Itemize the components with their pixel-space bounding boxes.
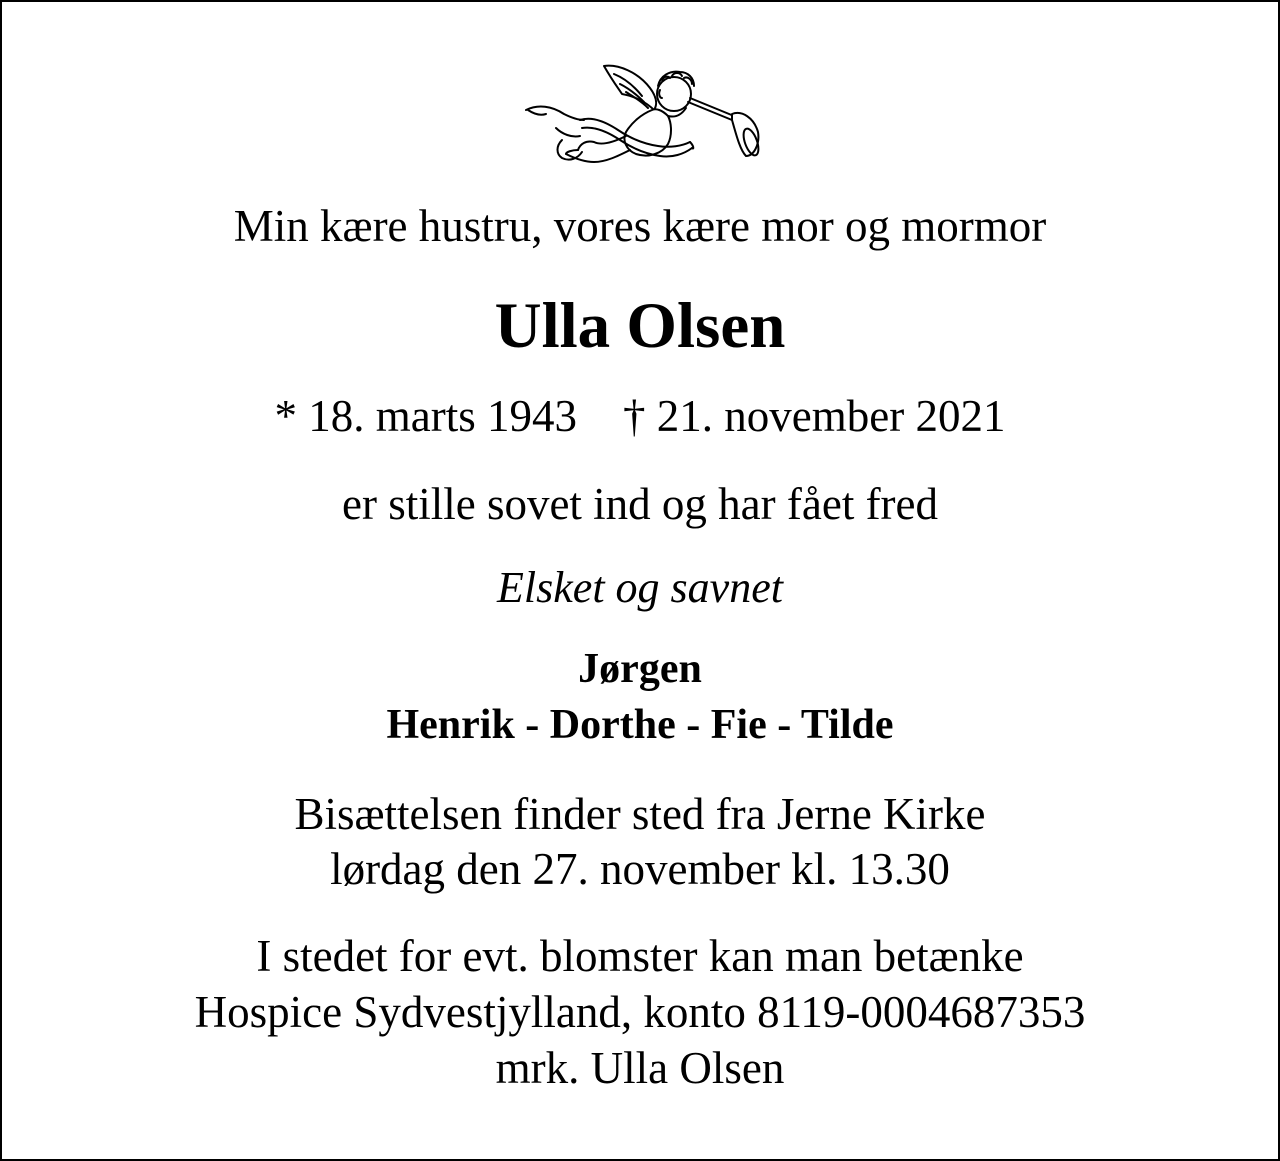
- death-date: † 21. november 2021: [623, 391, 1006, 441]
- service-line: lørdag den 27. november kl. 13.30: [330, 844, 950, 894]
- angel-with-trumpet-icon: [522, 58, 762, 176]
- loved-line: Elsket og savnet: [497, 563, 783, 612]
- donation-line: Hospice Sydvestjylland, konto 8119-0004687353: [194, 987, 1086, 1037]
- rest-line: er stille sovet ind og har fået fred: [341, 479, 939, 529]
- intro-line: Min kære hustru, vores kære mor og mormor: [233, 201, 1047, 251]
- family-line: Jørgen: [578, 646, 702, 692]
- service-line: Bisættelsen finder sted fra Jerne Kirke: [294, 789, 986, 839]
- family-line: Henrik - Dorthe - Fie - Tilde: [386, 702, 894, 748]
- donation-line: mrk. Ulla Olsen: [495, 1043, 785, 1093]
- birth-date: * 18. marts 1943: [274, 391, 578, 441]
- donation-line: I stedet for evt. blomster kan man betænke: [256, 931, 1024, 981]
- life-dates: [2, 391, 1278, 441]
- deceased-name: Ulla Olsen: [494, 290, 786, 362]
